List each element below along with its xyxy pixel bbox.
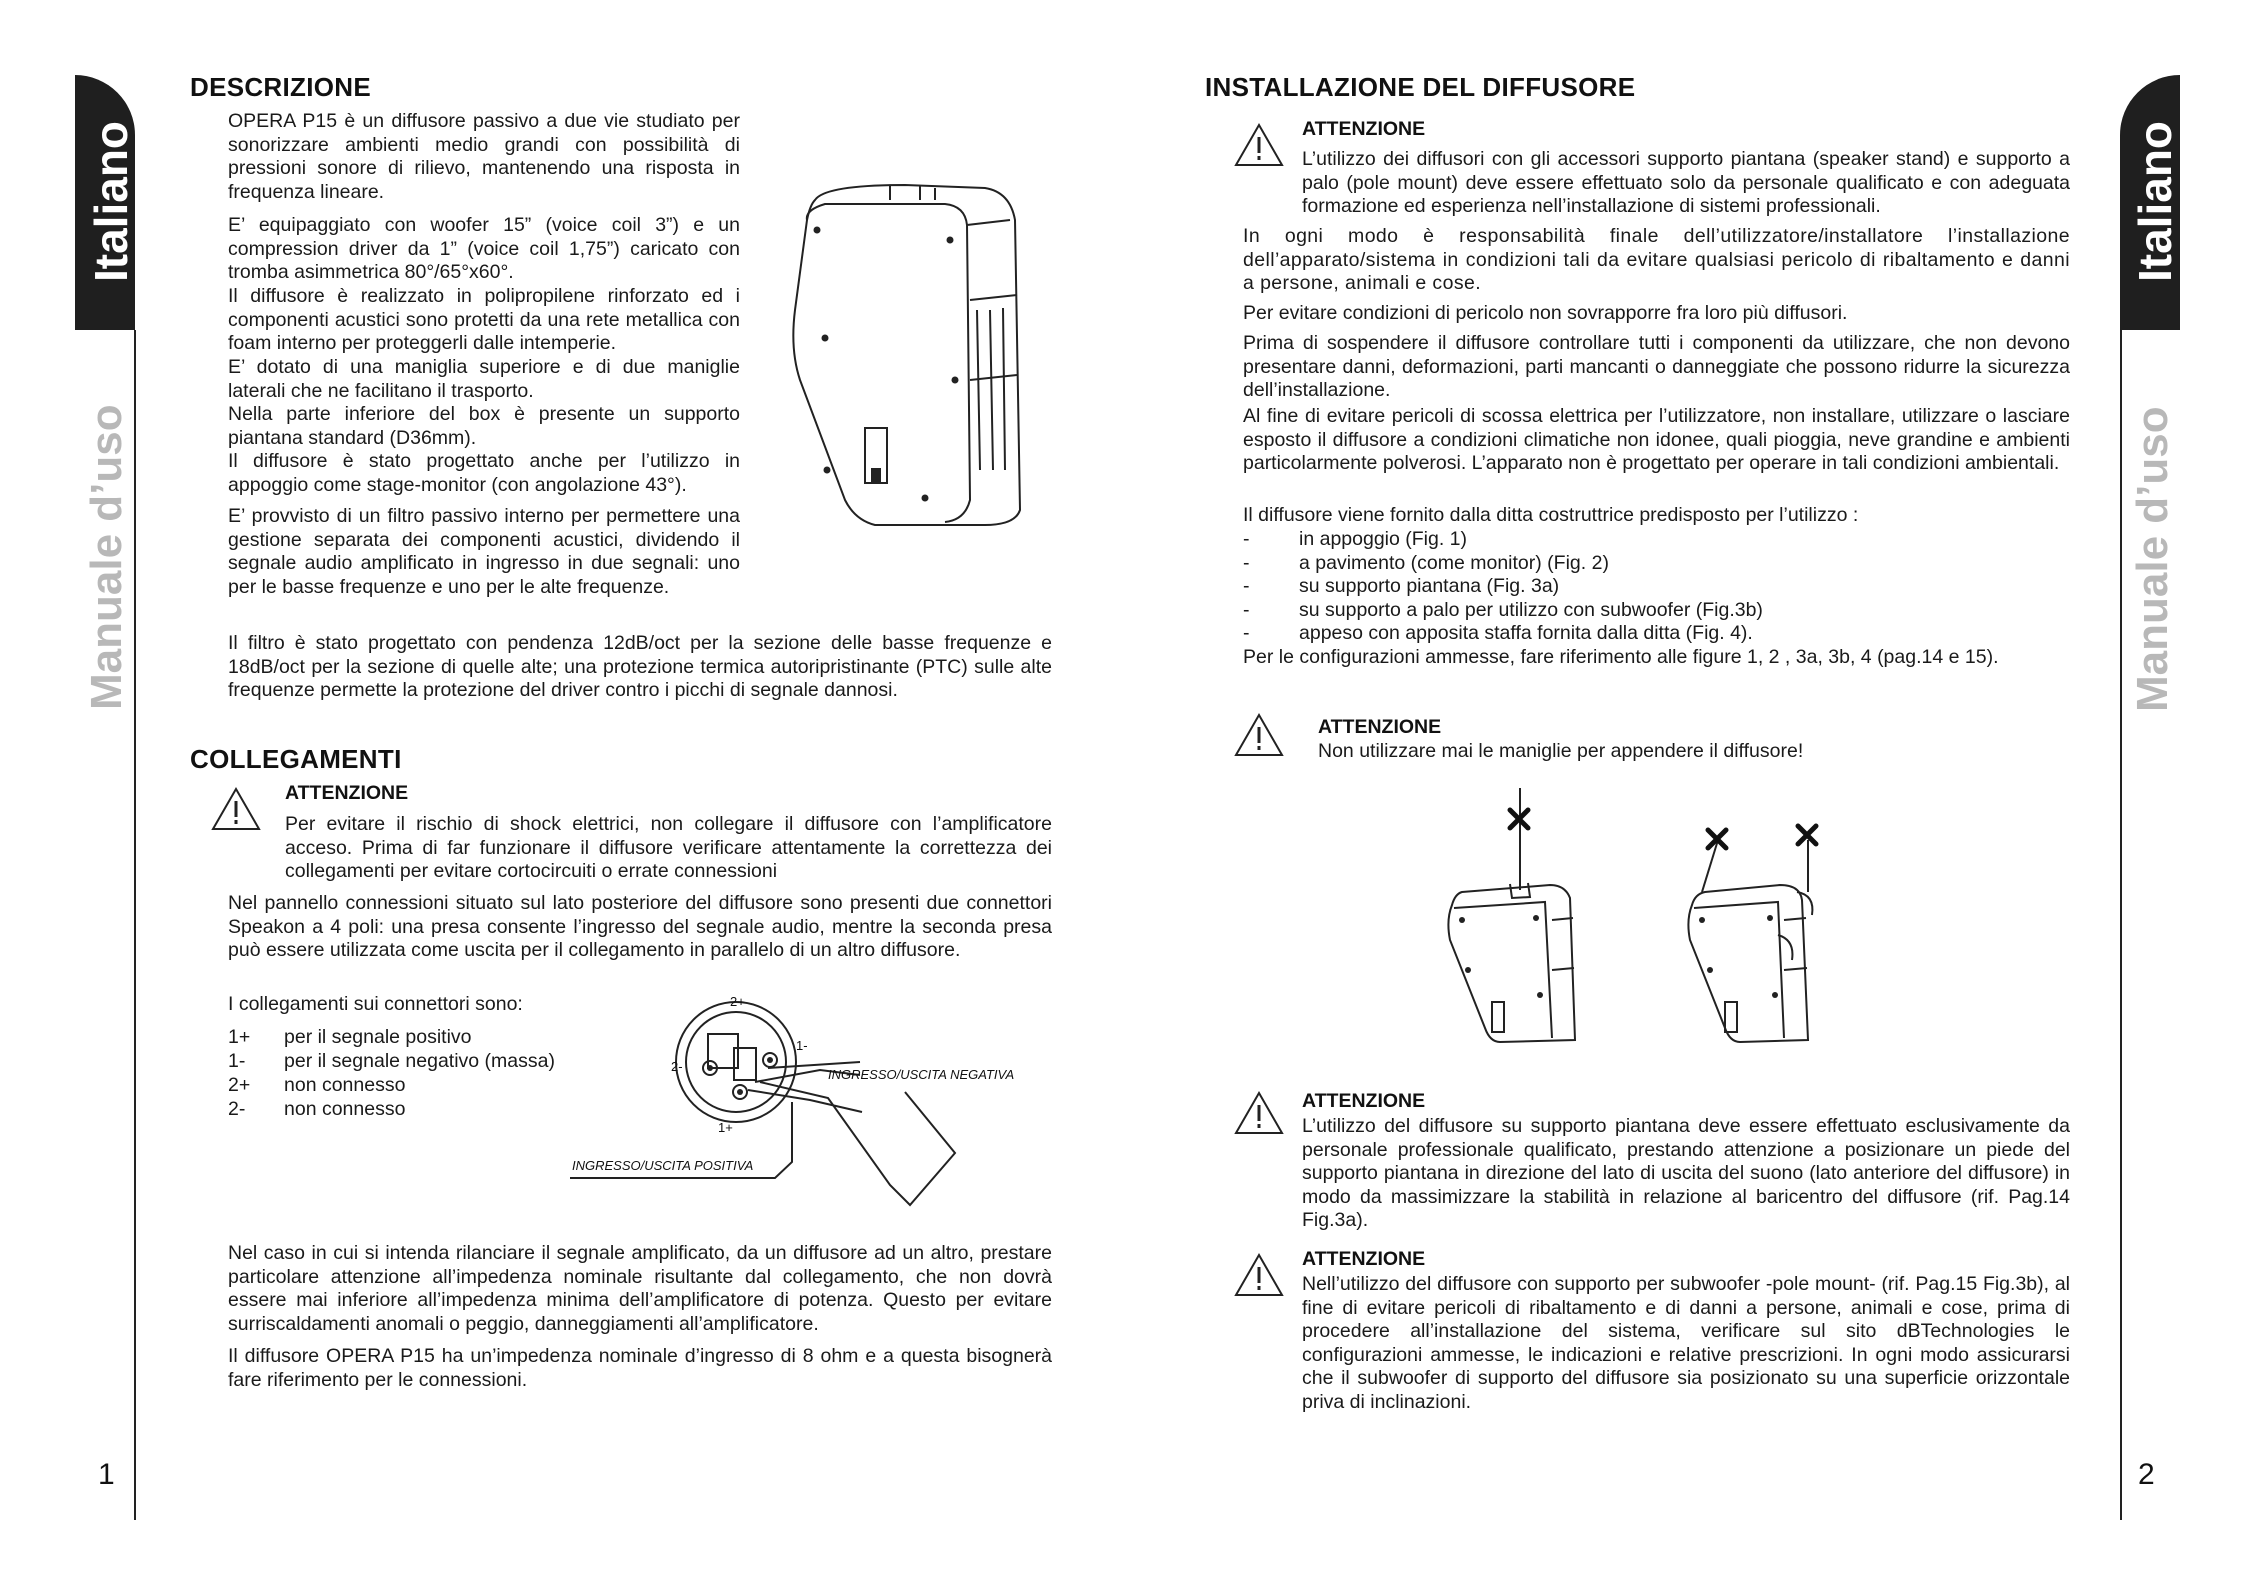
speaker-illustration xyxy=(785,180,1030,535)
install-paragraph-3: Prima di sospendere il diffusore controllare tutti i componenti da utilizzare, che non devono presentare danni, deformazioni, parti mancanti o danneggiate che possono ridurre la sicurezza dell’installazione. xyxy=(1243,332,2070,401)
install-warning-4-title: ATTENZIONE xyxy=(1302,1248,1426,1270)
pin-label-2minus: 2- xyxy=(671,1059,683,1074)
pin-key: 2+ xyxy=(228,1074,251,1096)
pin-list xyxy=(228,1025,555,1121)
pin-label-1minus: 1- xyxy=(796,1038,808,1053)
collegamenti-paragraph-1: Nel pannello connessioni situato sul lato posteriore del diffusore sono presenti due connettori Speakon a 4 poli: una presa consente l’ingresso del segnale audio, mentre la seconda presa può essere utilizzata come uscita per il collegamento in parallelo di un altro diffusore. xyxy=(228,892,1052,961)
install-paragraph-6: Per le configurazioni ammesse, fare riferimento alle figure 1, 2 , 3a, 3b, 4 (pag.14 e 15). xyxy=(1243,646,1999,668)
desc-paragraph-2: E’ equipaggiato con woofer 15” (voice coil 3”) e un compression driver da 1” (voice coil 1,75”) caricato con tromba asimmetrica 80°/65°x60°. xyxy=(228,214,740,283)
list-item-text: su supporto a palo per utilizzo con subwoofer (Fig.3b) xyxy=(1299,598,1763,621)
left-sidebar-line xyxy=(134,330,136,1520)
install-warning-2-title: ATTENZIONE xyxy=(1318,716,1442,738)
section-title-descrizione: DESCRIZIONE xyxy=(190,72,371,102)
warning-triangle-icon xyxy=(1233,1252,1285,1298)
usage-list xyxy=(1243,528,1763,646)
page-number-left: 1 xyxy=(98,1458,115,1491)
install-warning-4-text: Nell’utilizzo del diffusore con supporto per subwoofer -pole mount- (rif. Pag.15 Fig.3b), al fine di evitare pericoli di ribaltamento e di danni a persone, animali e cose, prima di procedere all’installazione del sistema, verificare sul sito dBTechnologies le configurazioni ammesse, le indicazioni e relative prescrizioni. In ogni modo assicurarsi che il subwoofer di supporto del diffusore sia posizionato su una superficie orizzontale priva di inclinazioni. xyxy=(1302,1273,2070,1413)
install-paragraph-1: In ogni modo è responsabilità finale dell’utilizzatore/installatore l’installazione dell’apparato/sistema in condizioni tali da evitare qualsiasi pericolo di ribaltamento e danni a persone, animali e cose. xyxy=(1243,225,2070,294)
desc-paragraph-4: E’ dotato di una maniglia superiore e di due maniglie laterali che ne facilitano il trasporto. xyxy=(228,356,740,402)
language-tab-right-label: Italiano xyxy=(2129,120,2181,282)
list-item xyxy=(1243,599,1763,623)
collegamenti-paragraph-4: Il diffusore OPERA P15 ha un’impedenza nominale d’ingresso di 8 ohm e a questa bisognerà fare riferimento per le connessioni. xyxy=(228,1345,1052,1391)
desc-paragraph-7: E’ provvisto di un filtro passivo interno per permettere una gestione separata dei componenti acustici, dividendo il segnale audio amplificato in ingresso in due segnali: uno per le basse frequenze e uno per le alte frequenze. xyxy=(228,505,740,598)
page-number-right: 2 xyxy=(2138,1458,2155,1491)
desc-paragraph-5: Nella parte inferiore del box è presente un supporto piantana standard (D36mm). xyxy=(228,403,740,449)
pin-key: 1- xyxy=(228,1050,246,1072)
install-warning-2-text: Non utilizzare mai le maniglie per appendere il diffusore! xyxy=(1318,740,1804,762)
collegamenti-warning-title: ATTENZIONE xyxy=(285,782,409,804)
language-tab-left-label: Italiano xyxy=(85,120,137,282)
list-item xyxy=(1243,552,1763,576)
pin-label-1plus: 1+ xyxy=(718,1120,733,1135)
pin-key: 2- xyxy=(228,1098,246,1120)
pin-label-2plus: 2+ xyxy=(730,994,745,1009)
install-warning-1-title: ATTENZIONE xyxy=(1302,118,1426,140)
list-item xyxy=(1243,575,1763,599)
manual-label-right: Manuale d’uso xyxy=(2128,406,2177,712)
pin-desc: non connesso xyxy=(284,1098,406,1120)
collegamenti-paragraph-2: I collegamenti sui connettori sono: xyxy=(228,993,523,1015)
pin-key: 1+ xyxy=(228,1026,251,1048)
list-item xyxy=(1243,622,1763,646)
desc-paragraph-8: Il filtro è stato progettato con pendenza 12dB/oct per la sezione delle basse frequenze e 18dB/oct per la sezione di quelle alte; una protezione termica autoripristinante (PTC) sulle alte frequenze permette la protezione del driver contro i picchi di segnale dannosi. xyxy=(228,632,1052,701)
pin-desc: non connesso xyxy=(284,1074,406,1096)
list-bullet: - xyxy=(1243,528,1250,550)
list-bullet: - xyxy=(1243,575,1250,597)
warning-triangle-icon xyxy=(1233,122,1285,168)
section-title-installazione: INSTALLAZIONE DEL DIFFUSORE xyxy=(1205,72,1636,102)
install-warning-1-text: L’utilizzo dei diffusori con gli accessori supporto piantana (speaker stand) e supporto a palo (pole mount) deve essere effettuato solo da personale qualificato e con adeguata formazione ed esperienza nell’installazione di sistemi professionali. xyxy=(1302,148,2070,217)
warning-triangle-icon xyxy=(210,786,262,832)
install-warning-3-title: ATTENZIONE xyxy=(1302,1090,1426,1112)
desc-paragraph-6: Il diffusore è stato progettato anche per l’utilizzo in appoggio come stage-monitor (con angolazione 43°). xyxy=(228,450,740,496)
left-sidebar-curve xyxy=(134,320,136,340)
section-title-collegamenti: COLLEGAMENTI xyxy=(190,744,402,774)
list-bullet: - xyxy=(1243,551,1250,574)
collegamenti-paragraph-3: Nel caso in cui si intenda rilanciare il segnale amplificato, da un diffusore ad un altro, prestare particolare attenzione all’impedenza nominale risultante dal collegamento, che non dovrà essere mai inferiore all’impedenza minima dell’amplificatore di potenza. Questo per evitare surriscaldamenti anomali o peggio, danneggiamenti all’amplificatore. xyxy=(228,1242,1052,1335)
warning-triangle-icon xyxy=(1233,1090,1285,1136)
list-bullet: - xyxy=(1243,598,1250,621)
install-paragraph-2: Per evitare condizioni di pericolo non sovrapporre fra loro più diffusori. xyxy=(1243,302,1848,324)
warning-triangle-icon xyxy=(1233,712,1285,758)
list-item-text: su supporto piantana (Fig. 3a) xyxy=(1299,575,1560,597)
label-negative-io: INGRESSO/USCITA NEGATIVA xyxy=(828,1067,1015,1082)
install-warning-3-text: L’utilizzo del diffusore su supporto piantana deve essere effettuato esclusivamente da personale professionale qualificato, prestando attenzione a posizionare un piede del supporto piantana in direzione del lato di uscita del suono (lato anteriore del diffusore) in modo da massimizzare la stabilità in relazione al baricentro del diffusore (rif. Pag.14 Fig.3a). xyxy=(1302,1115,2070,1231)
manual-label-left: Manuale d’uso xyxy=(82,404,131,710)
list-item-text: in appoggio (Fig. 1) xyxy=(1299,528,1468,550)
label-positive-io: INGRESSO/USCITA POSITIVA xyxy=(572,1158,754,1173)
list-item xyxy=(1243,528,1763,552)
desc-paragraph-3: Il diffusore è realizzato in polipropilene rinforzato ed i componenti acustici sono protetti da una rete metallica con foam interno per proteggerli dalle intemperie. xyxy=(228,285,740,354)
list-item-text: appeso con apposita staffa fornita dalla ditta (Fig. 4). xyxy=(1299,622,1753,644)
install-paragraph-5: Il diffusore viene fornito dalla ditta costruttrice predisposto per l’utilizzo : xyxy=(1243,504,1859,526)
speakon-connector-diagram xyxy=(560,990,1040,1230)
no-hang-by-handles-illustration xyxy=(1440,780,1840,1060)
desc-paragraph-1: OPERA P15 è un diffusore passivo a due vie studiato per sonorizzare ambienti medio grandi con possibilità di pressioni sonore di rilievo, mantenendo una risposta in frequenza lineare. xyxy=(228,110,740,203)
install-paragraph-4: Al fine di evitare pericoli di scossa elettrica per l’utilizzatore, non installare, utilizzare o lasciare esposto il diffusore a condizioni climatiche non idonee, quali pioggia, neve grandine e ambienti particolarmente polverosi. L’apparato non è progettato per operare in tali condizioni ambientali. xyxy=(1243,405,2070,474)
pin-item xyxy=(228,1097,555,1121)
pin-desc: per il segnale negativo (massa) xyxy=(284,1050,555,1072)
collegamenti-warning-text: Per evitare il rischio di shock elettrici, non collegare il diffusore con l’amplificatore acceso. Prima di far funzionare il diffusore verificare attentamente la correttezza dei collegamenti per evitare cortocircuiti o errate connessioni xyxy=(285,813,1052,882)
pin-item xyxy=(228,1049,555,1073)
list-bullet: - xyxy=(1243,622,1250,644)
list-item-text: a pavimento (come monitor) (Fig. 2) xyxy=(1299,551,1609,574)
right-sidebar-line xyxy=(2120,330,2122,1520)
pin-item xyxy=(228,1025,555,1049)
pin-desc: per il segnale positivo xyxy=(284,1026,472,1048)
pin-item xyxy=(228,1073,555,1097)
